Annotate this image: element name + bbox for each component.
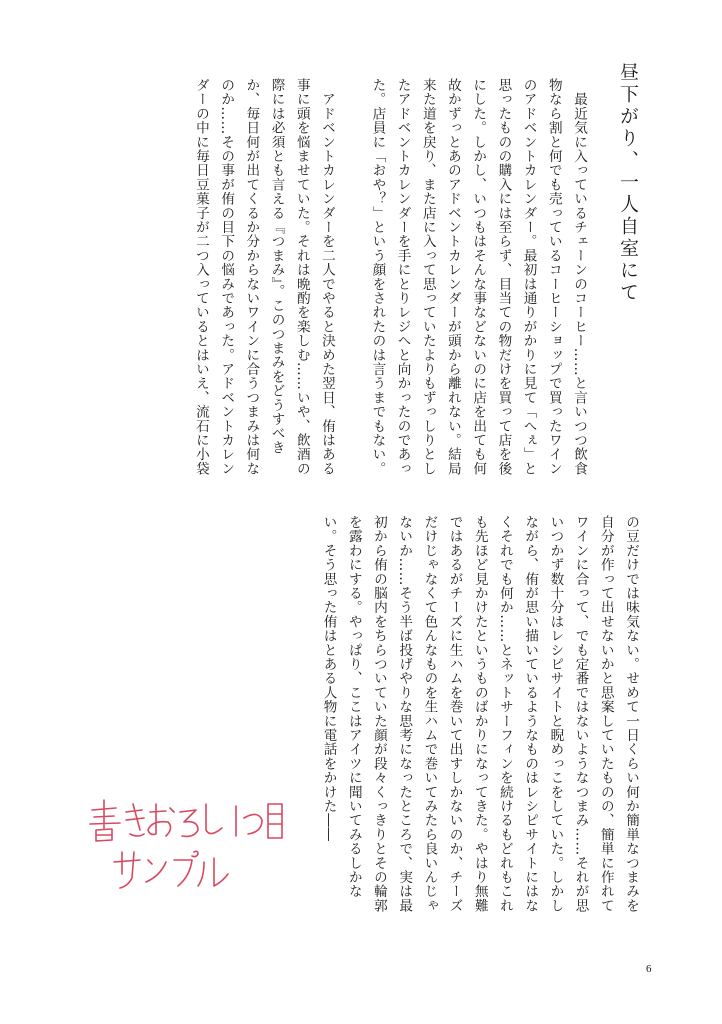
page-number: 6 (646, 963, 652, 975)
handwritten-sample-note (86, 790, 286, 900)
body-text-top: 最近気に入っているチェーンのコーヒー……と言いつつ飲食 物なら割と何でも売っているコーヒーショップで買ったワイン のアドベントカレンダー。最初は通りがかりに見て「へぇ」と 思ったものの購入には至らず、目当ての物だけを買って店を後 にした。しかし、いつもはそんな事などないのに店を出ても何 故かずっとあのアドベントカレンダーが頭から離れない。結局 来た道を戻り、また店に入って思っていたよりもずっしりとし たアドベントカレンダーを手にとりレジへと向かったのであっ た。店員に「おや？」という顔をされたのは言うまでもない。 アドベントカレンダーを二人でやると決めた翌日、侑はある 事に頭を悩ませていた。それは晩酌を楽しむ……いや、飲酒の 際には必須とも言える『つまみ』。このつまみをどうすべき か、毎日何が出てくるか分からないワインに合うつまみは何な のか……その事が侑の目下の悩みであった。アドベントカレン ダーの中に毎日豆菓子が二つ入っているとはいえ、流石に小袋 (192, 78, 587, 476)
chapter-title: 昼下がり、一人自室にて (617, 62, 639, 304)
body-text-bottom: の豆だけでは味気ない。せめて一日くらい何か簡単なつまみを 自分が作って出せないかと思案していたものの、簡単に作れて ワインに合って、でも定番ではないようなつまみ……それが思 いつかず数十分はレシピサイトと睨めっこをしていた。しかし ながら、侑が思い描いているようなものはレシピサイトにはな くそれでも何か……とネットサーフィンを続けるもどれもこれ も先ほど見かけたというものばかりになってきた。やはり無難 ではあるがチーズに生ハムを巻いて出すしかないのか、チーズ だけじゃなくて色んなものを生ハムで巻いてみたら良いんじゃ ないか……そう半ば投げやりな思考になったところで、実は最 初から侑の脳内をちらついていた顔が段々くっきりとその輪郭 を露わにする。やっぱり、ここはアイツに聞いてみるしかな い。そう思った侑はとある人物に電話をかけた―― (320, 515, 639, 913)
